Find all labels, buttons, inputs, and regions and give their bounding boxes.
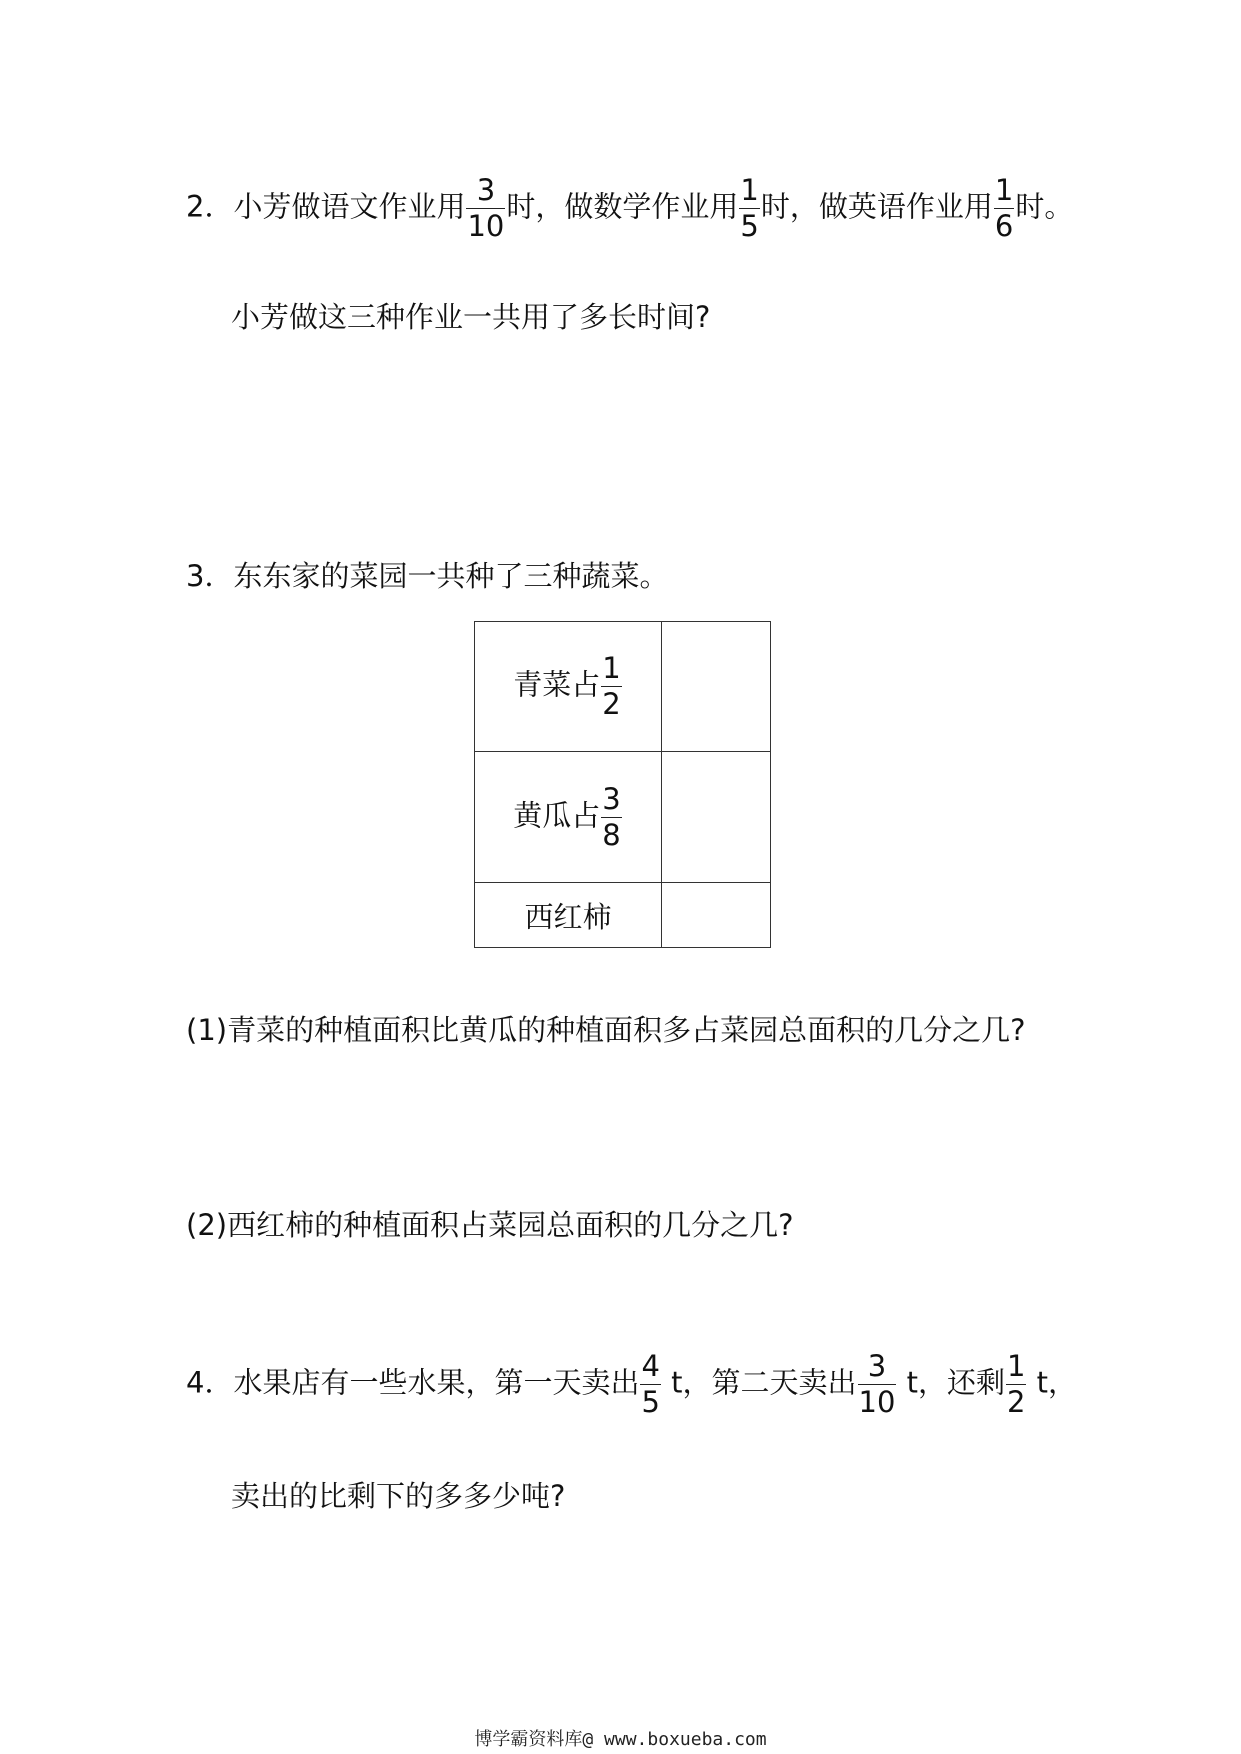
q4-line1	[186, 1349, 1078, 1419]
q3-number: 3．	[186, 559, 234, 593]
q3-text: 东东家的菜园一共种了三种蔬菜。	[233, 559, 669, 593]
q4-text-seg2: t，第二天卖出	[661, 1365, 857, 1400]
table-row	[475, 883, 771, 948]
q2-text-seg4: 时。	[1015, 189, 1074, 224]
row-fraction	[601, 651, 621, 721]
q4-text-seg3: t，还剩	[897, 1365, 1006, 1400]
table-cell-label	[475, 883, 662, 948]
row-label: 青菜占	[513, 667, 601, 702]
table-cell-empty	[662, 883, 771, 948]
q2-fraction-1	[466, 173, 505, 243]
q4-text-seg1: 水果店有一些水果，第一天卖出	[233, 1365, 640, 1400]
fraction-denominator: 2	[1007, 1385, 1026, 1419]
q3-line1	[186, 559, 669, 593]
q4-fraction-1	[640, 1349, 660, 1419]
row-label: 黄瓜占	[513, 798, 601, 832]
q4-line2: 卖出的比剩下的多多少吨?	[231, 1479, 566, 1513]
fraction-denominator: 10	[467, 209, 505, 243]
q3-subquestion-1: (1)青菜的种植面积比黄瓜的种植面积多占菜园总面积的几分之几?	[186, 1013, 1026, 1047]
table-cell-empty	[662, 752, 771, 883]
fraction-numerator: 3	[867, 1349, 887, 1383]
q3-subquestion-2: (2)西红柿的种植面积占菜园总面积的几分之几?	[186, 1208, 794, 1242]
fraction-numerator: 4	[641, 1349, 660, 1383]
vegetable-table	[474, 621, 771, 948]
q2-line2: 小芳做这三种作业一共用了多长时间?	[231, 300, 711, 334]
fraction-numerator: 3	[476, 173, 496, 207]
table-cell-empty	[662, 622, 771, 752]
q2-fraction-2	[739, 173, 759, 243]
table-cell-label	[475, 752, 662, 883]
fraction-denominator: 8	[602, 817, 621, 852]
table-row	[475, 622, 771, 752]
q2-text-seg3: 时，做英语作业用	[760, 189, 993, 224]
fraction-denominator: 6	[994, 209, 1014, 243]
fraction-numerator: 1	[740, 173, 759, 207]
fraction-numerator: 3	[602, 781, 621, 816]
q4-text-seg4: t，	[1027, 1365, 1078, 1400]
q2-text-seg1: 小芳做语文作业用	[233, 189, 466, 224]
q2-text-seg2: 时，做数学作业用	[506, 189, 739, 224]
fraction-denominator: 5	[641, 1385, 660, 1419]
q4-fraction-2	[858, 1349, 897, 1419]
q2-line1	[186, 173, 1074, 243]
fraction-numerator: 1	[994, 173, 1014, 207]
fraction-numerator: 1	[602, 651, 621, 685]
fraction-numerator: 1	[1007, 1349, 1026, 1383]
table-row	[475, 752, 771, 883]
fraction-denominator: 2	[602, 687, 621, 721]
q2-number: 2．	[186, 189, 234, 224]
footer-watermark: 博学霸资料库@ www.boxueba.com	[474, 1729, 767, 1750]
row-label: 西红柿	[524, 899, 612, 934]
q4-fraction-3	[1006, 1349, 1026, 1419]
fraction-denominator: 5	[740, 209, 759, 243]
table-cell-label	[475, 622, 662, 752]
q4-number: 4．	[186, 1365, 234, 1400]
q2-fraction-3	[994, 173, 1014, 243]
row-fraction	[601, 781, 621, 852]
fraction-denominator: 10	[858, 1385, 896, 1419]
